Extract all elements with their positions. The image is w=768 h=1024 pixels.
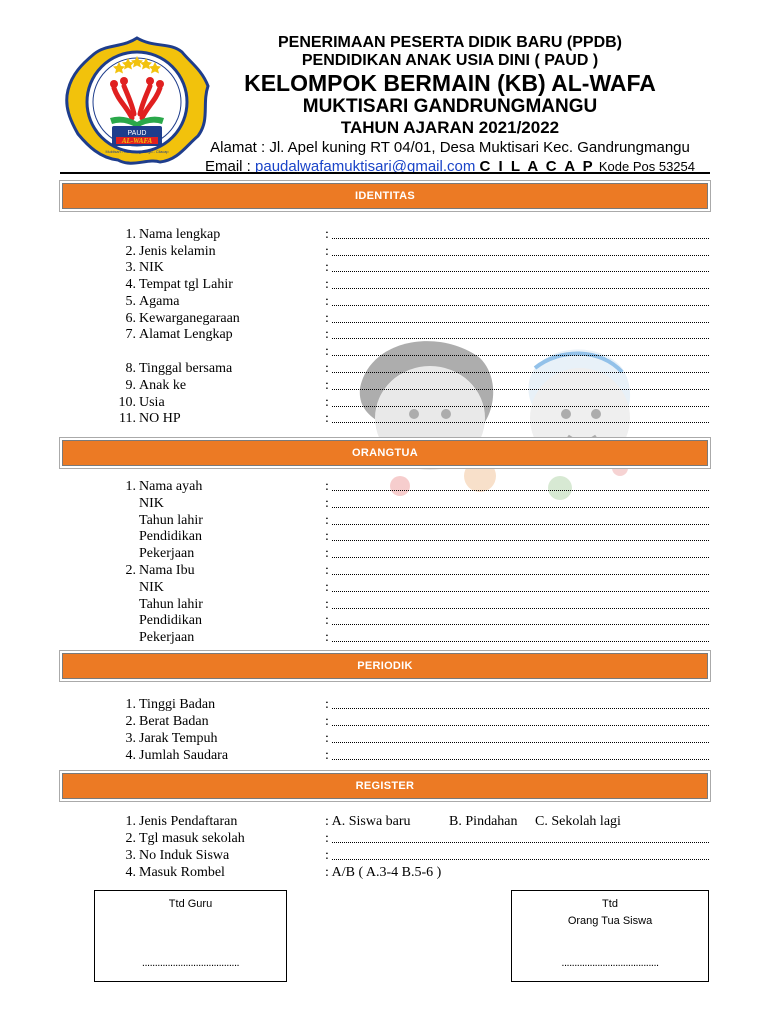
- fill-in-line[interactable]: [332, 288, 709, 289]
- fill-in-line[interactable]: [332, 507, 709, 508]
- fill-in-line[interactable]: [332, 742, 709, 743]
- field-label: Jenis Pendaftaran: [139, 814, 238, 829]
- form-row: [0, 343, 768, 360]
- field-label: Tahun lahir: [139, 596, 203, 612]
- signature-guru-title: Ttd Guru: [168, 898, 213, 910]
- field-value: :: [325, 748, 329, 763]
- field-label: Tinggal bersama: [139, 361, 233, 376]
- row-number: 1.: [125, 227, 136, 242]
- fill-in-line[interactable]: [332, 708, 709, 709]
- form-row: [0, 243, 768, 260]
- email-link[interactable]: paudalwafamuktisari@gmail.com: [255, 158, 476, 175]
- letterhead: [195, 34, 705, 176]
- section-title-identitas: IDENTITAS: [355, 190, 415, 202]
- field-label: Nama lengkap: [139, 227, 221, 242]
- header-postal-code: Kode Pos 53254: [598, 159, 695, 174]
- field-value: :: [325, 697, 329, 712]
- paud-alwafa-logo: [62, 34, 212, 168]
- field-label: Agama: [139, 294, 180, 309]
- field-value: :: [325, 831, 329, 846]
- form-row: [0, 562, 768, 579]
- field-value: :: [325, 512, 329, 528]
- field-label: Tahun lahir: [139, 512, 203, 528]
- row-number: 11.: [119, 411, 136, 426]
- field-label: NIK: [139, 579, 164, 595]
- logo-badge-name: AL-WAFA: [121, 137, 153, 145]
- row-number: 9.: [125, 378, 136, 393]
- field-label: Nama Ibu: [139, 563, 195, 578]
- fill-in-line[interactable]: [332, 759, 709, 760]
- field-value: :: [325, 411, 329, 426]
- field-label: Jenis kelamin: [139, 244, 216, 259]
- field-label: Tinggi Badan: [139, 697, 216, 712]
- fill-in-line[interactable]: [332, 524, 709, 525]
- field-value: :: [325, 579, 329, 595]
- field-label: Nama ayah: [139, 479, 203, 494]
- field-value: :: [325, 277, 329, 292]
- field-label: NIK: [139, 260, 164, 275]
- fill-in-line[interactable]: [332, 608, 709, 609]
- field-value: :: [325, 378, 329, 393]
- header-address: Alamat : Jl. Apel kuning RT 04/01, Desa Muktisari Kec. Gandrungmangu: [210, 139, 690, 156]
- form-row: [0, 830, 768, 847]
- header-line2: PENDIDIKAN ANAK USIA DINI ( PAUD ): [301, 52, 599, 69]
- field-value: :: [325, 731, 329, 746]
- field-label: Pekerjaan: [139, 630, 195, 646]
- field-label: Jumlah Saudara: [139, 748, 229, 763]
- logo-badge-top: PAUD: [127, 130, 147, 137]
- field-label: Alamat Lengkap: [139, 327, 233, 342]
- form-row: [0, 360, 768, 377]
- section-bar-periodik: [62, 653, 708, 679]
- field-value: :: [325, 495, 329, 511]
- form-row: [0, 579, 768, 596]
- form-row: [0, 596, 768, 613]
- signature-ortu-subtitle: Orang Tua Siswa: [567, 915, 653, 927]
- fill-in-line[interactable]: [332, 591, 709, 592]
- fill-in-line[interactable]: [332, 255, 709, 256]
- row-number: 2.: [125, 831, 136, 846]
- field-label: Tgl masuk sekolah: [139, 831, 245, 846]
- header-location: MUKTISARI GANDRUNGMANGU: [302, 96, 598, 117]
- field-value: :: [325, 479, 329, 494]
- form-row: [0, 410, 768, 427]
- row-number: 4.: [125, 748, 136, 763]
- email-prefix: Email :: [205, 158, 256, 175]
- field-value: :: [325, 260, 329, 275]
- field-value: :: [325, 294, 329, 309]
- field-label: Kewarganegaraan: [139, 311, 240, 326]
- header-divider: [60, 172, 710, 174]
- row-number: 3.: [125, 260, 136, 275]
- row-number: 1.: [125, 814, 136, 829]
- fill-in-line[interactable]: [332, 490, 709, 491]
- fill-in-line[interactable]: [332, 574, 709, 575]
- form-row: [0, 512, 768, 529]
- row-number: 6.: [125, 311, 136, 326]
- field-label: Usia: [139, 395, 165, 410]
- field-value: :: [325, 344, 329, 359]
- field-label: Anak ke: [139, 378, 187, 393]
- form-row: [0, 713, 768, 730]
- field-label: Pendidikan: [139, 613, 202, 629]
- row-number: 2.: [125, 244, 136, 259]
- form-row: [0, 495, 768, 512]
- form-row: [0, 864, 768, 881]
- section-bar-register: [62, 773, 708, 799]
- field-label: Tempat tgl Lahir: [139, 277, 233, 292]
- field-label: Masuk Rombel: [139, 865, 225, 880]
- section-title-register: REGISTER: [355, 780, 415, 792]
- row-number: 1.: [125, 697, 136, 712]
- field-value: :: [325, 529, 329, 545]
- field-label: No Induk Siswa: [139, 848, 230, 863]
- field-label: Pekerjaan: [139, 546, 195, 562]
- field-value: :: [325, 714, 329, 729]
- field-value: : A/B ( A.3-4 B.5-6 ): [325, 865, 442, 880]
- signature-box-guru[interactable]: [94, 890, 287, 982]
- form-row: [0, 813, 768, 830]
- fill-in-line[interactable]: [332, 355, 709, 356]
- field-value: :: [325, 596, 329, 612]
- fill-in-line[interactable]: [332, 859, 709, 860]
- fill-in-line[interactable]: [332, 842, 709, 843]
- form-row: [0, 528, 768, 545]
- form-row: [0, 612, 768, 629]
- fill-in-line[interactable]: [332, 641, 709, 642]
- form-row: [0, 226, 768, 243]
- form-row: [0, 629, 768, 646]
- row-number: 4.: [125, 277, 136, 292]
- row-number: 10.: [118, 395, 136, 410]
- fill-in-line[interactable]: [332, 322, 709, 323]
- field-value: :: [325, 546, 329, 562]
- field-label: Pendidikan: [139, 529, 202, 545]
- logo-caption: Muktisari - Gandrungmangu - Cilacap: [105, 150, 169, 154]
- signature-ortu-title: Ttd: [602, 898, 618, 910]
- field-label: NO HP: [139, 411, 181, 426]
- row-number: 2.: [125, 714, 136, 729]
- fill-in-line[interactable]: [332, 389, 709, 390]
- fill-in-line[interactable]: [332, 271, 709, 272]
- field-value: :: [325, 244, 329, 259]
- field-value: :: [325, 311, 329, 326]
- row-number: 7.: [125, 327, 136, 342]
- header-school-name: KELOMPOK BERMAIN (KB) AL-WAFA: [244, 70, 656, 96]
- form-row: [0, 478, 768, 495]
- form-row: [0, 545, 768, 562]
- form-row: [0, 730, 768, 747]
- field-label: Berat Badan: [139, 714, 209, 729]
- field-value: :: [325, 395, 329, 410]
- form-row: [0, 394, 768, 411]
- fill-in-line[interactable]: [332, 305, 709, 306]
- field-value: :: [325, 227, 329, 242]
- form-row: [0, 747, 768, 764]
- field-label: NIK: [139, 495, 164, 511]
- row-number: 2.: [125, 563, 136, 578]
- fill-in-line[interactable]: [332, 540, 709, 541]
- field-value: :: [325, 563, 329, 578]
- header-line1: PENERIMAAN PESERTA DIDIK BARU (PPDB): [277, 34, 622, 51]
- fill-in-line[interactable]: [332, 557, 709, 558]
- signature-guru-line: ......................................: [141, 957, 240, 969]
- section-bar-identitas: [62, 183, 708, 209]
- field-value: :: [325, 630, 329, 646]
- field-value: :: [325, 848, 329, 863]
- fill-in-line[interactable]: [332, 422, 709, 423]
- signature-box-orangtua[interactable]: [511, 890, 709, 982]
- fill-in-line[interactable]: [332, 372, 709, 373]
- field-value: :: [325, 613, 329, 629]
- field-value: :: [325, 327, 329, 342]
- form-row: [0, 326, 768, 343]
- fill-in-line[interactable]: [332, 406, 709, 407]
- form-row: [0, 310, 768, 327]
- form-row: [0, 293, 768, 310]
- signature-ortu-line: ......................................: [561, 957, 659, 969]
- row-number: 3.: [125, 848, 136, 863]
- form-row: [0, 276, 768, 293]
- field-value: : A. Siswa baru B. Pindahan C. Sekolah lagi: [325, 814, 621, 829]
- field-label: Jarak Tempuh: [139, 731, 218, 746]
- fill-in-line[interactable]: [332, 624, 709, 625]
- header-city: C I L A C A P: [479, 158, 595, 175]
- form-row: [0, 259, 768, 276]
- section-title-orangtua: ORANGTUA: [352, 447, 418, 459]
- section-title-periodik: PERIODIK: [357, 660, 413, 672]
- row-number: 5.: [125, 294, 136, 309]
- row-number: 1.: [125, 479, 136, 494]
- form-row: [0, 847, 768, 864]
- field-value: :: [325, 361, 329, 376]
- section-bar-orangtua: [62, 440, 708, 466]
- header-academic-year: TAHUN AJARAN 2021/2022: [340, 118, 560, 137]
- fill-in-line[interactable]: [332, 238, 709, 239]
- row-number: 8.: [125, 361, 136, 376]
- form-row: [0, 377, 768, 394]
- row-number: 3.: [125, 731, 136, 746]
- row-number: 4.: [125, 865, 136, 880]
- fill-in-line[interactable]: [332, 725, 709, 726]
- fill-in-line[interactable]: [332, 338, 709, 339]
- form-row: [0, 696, 768, 713]
